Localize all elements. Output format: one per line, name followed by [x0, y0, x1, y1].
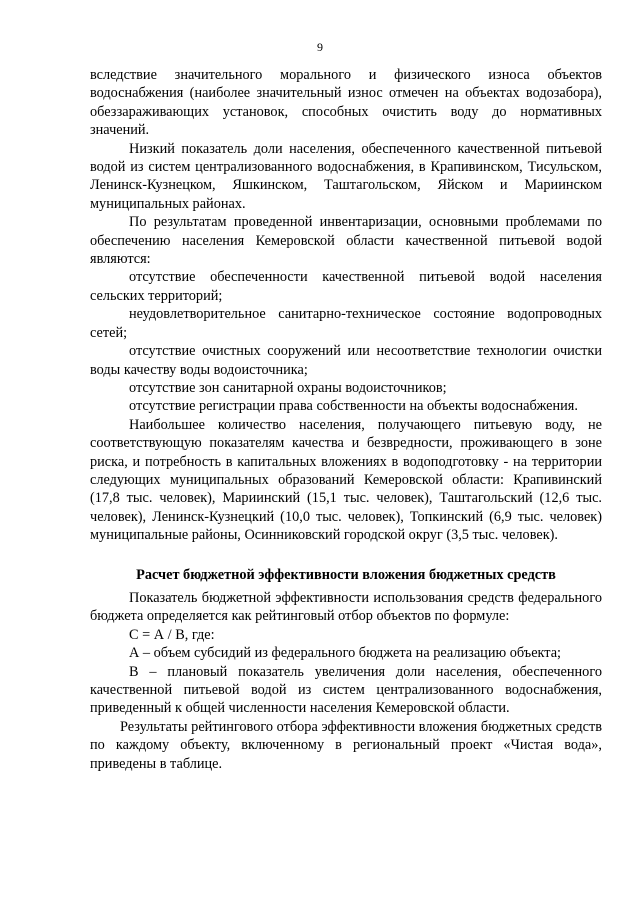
paragraph-low-indicator: Низкий показатель доли населения, обеспеченного качественной питьевой водой из систем централизованного водоснабжения, в Крапивинском, Тисульском, Ленинск-Кузнецком, Яшкинском, Таштагольском, Яйском и Мариинском муниципальных районах.	[90, 140, 602, 212]
problem-item: отсутствие обеспеченности качественной питьевой водой населения сельских территорий;	[90, 269, 602, 304]
formula: С = А / В, где:	[129, 626, 215, 643]
problem-item: отсутствие регистрации права собственности на объекты водоснабжения.	[129, 398, 578, 415]
paragraph-risk-zone: Наибольшее количество населения, получающего питьевую воду, не соответствующую показателям качества и безвредности, проживающего в зоне риска, и потребность в капитальных вложениях в водоподготовку - на территории следующих муниципальных образований Кемеровской области: Крапивинский (17,8 тыс. человек), Мариинский (15,1 тыс. человек), Таштагольский (12,6 тыс. человек), Ленинск-Кузнецкий (10,0 тыс. человек), Топкинский (6,9 тыс. человек) муниципальные районы, Осинниковский городской округ (3,5 тыс. человек).	[90, 416, 602, 544]
formula-definition-a: А – объем субсидий из федерального бюджета на реализацию объекта;	[129, 645, 562, 662]
paragraph-results: Результаты рейтингового отбора эффективности вложения бюджетных средств по каждому объекту, включенному в региональный проект «Чистая вода», приведены в таблице.	[90, 718, 602, 772]
paragraph-continuation: вследствие значительного морального и физического износа объектов водоснабжения (наиболее значительный износ отмечен на объектах водозабора), обеззараживающих установок, способных очистить воду до нормативных значений.	[90, 67, 602, 139]
problem-item: отсутствие зон санитарной охраны водоисточников;	[129, 379, 447, 396]
formula-definition-b: В – плановый показатель увеличения доли населения, обеспеченного качественной питьевой водой из систем централизованного водоснабжения, приведенный к общей численности населения Кемеровской области.	[90, 663, 602, 717]
problem-item: неудовлетворительное санитарно-техническое состояние водопроводных сетей;	[90, 306, 602, 341]
paragraph-formula-intro: Показатель бюджетной эффективности использования средств федерального бюджета определяется как рейтинговый отбор объектов по формуле:	[90, 589, 602, 625]
paragraph-inventory-intro: По результатам проведенной инвентаризации, основными проблемами по обеспечению населения Кемеровской области качественной питьевой водой являются:	[90, 214, 602, 268]
problem-item: отсутствие очистных сооружений или несоответствие технологии очистки воды качеству воды водоисточника;	[90, 343, 602, 378]
document-body	[90, 66, 602, 773]
section-heading: Расчет бюджетной эффективности вложения бюджетных средств	[136, 566, 556, 583]
page-number: 9	[317, 40, 323, 54]
